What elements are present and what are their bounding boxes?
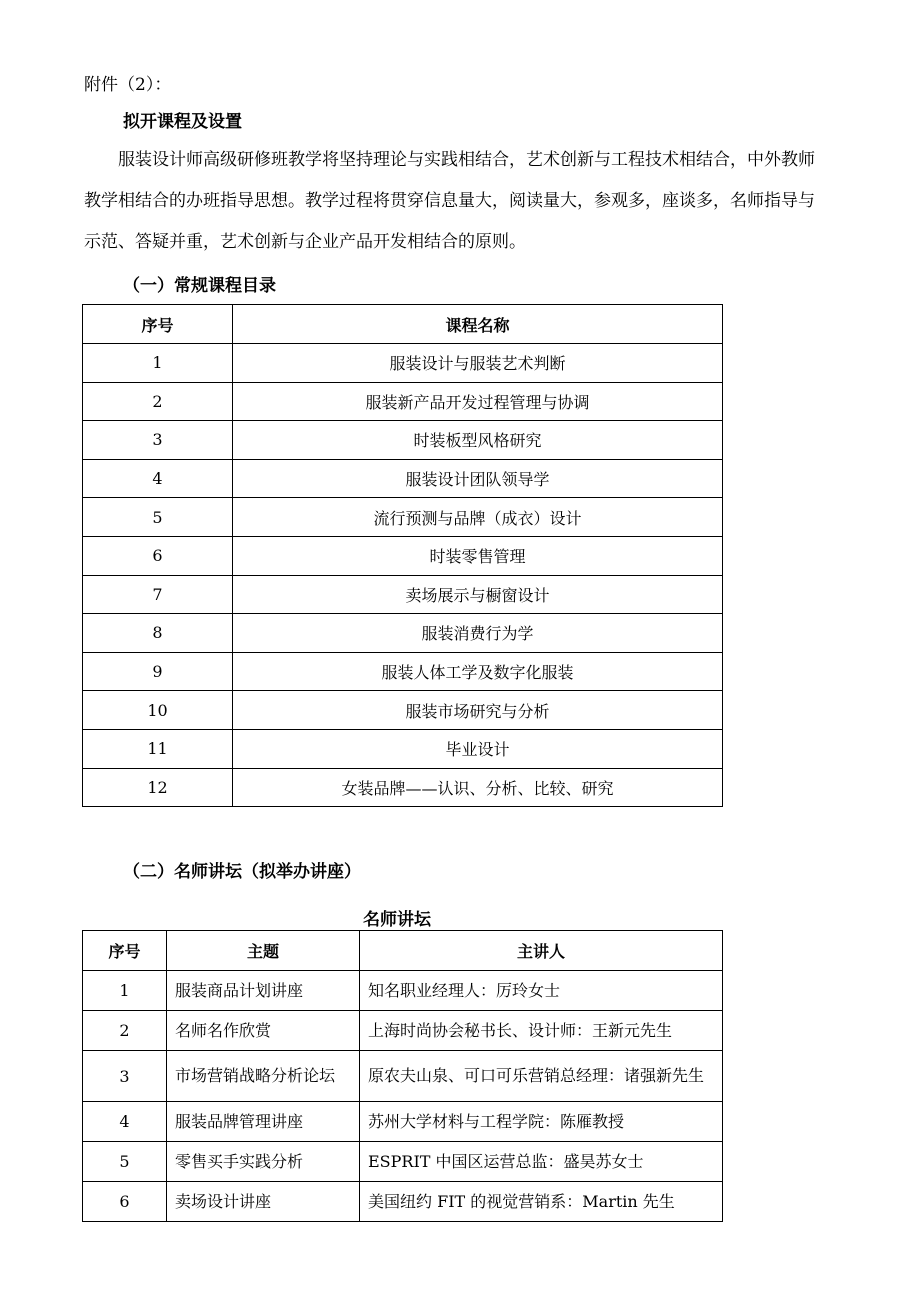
- cell-topic: 服装品牌管理讲座: [167, 1102, 360, 1142]
- cell-index: 3: [83, 421, 233, 460]
- table-row: [83, 536, 723, 575]
- cell-speaker: 知名职业经理人：厉玲女士: [360, 971, 723, 1011]
- cell-course: 流行预测与品牌（成衣）设计: [233, 498, 723, 537]
- page-heading: 拟开课程及设置: [123, 112, 242, 132]
- cell-index: 8: [83, 614, 233, 653]
- cell-course: 服装人体工学及数字化服装: [233, 652, 723, 691]
- cell-speaker: 美国纽约 FIT 的视觉营销系：Martin 先生: [360, 1182, 723, 1222]
- cell-speaker: ESPRIT 中国区运营总监：盛昊苏女士: [360, 1142, 723, 1182]
- table-row: [83, 1102, 723, 1142]
- cell-speaker: 苏州大学材料与工程学院：陈雁教授: [360, 1102, 723, 1142]
- cell-course: 服装消费行为学: [233, 614, 723, 653]
- cell-topic: 服装商品计划讲座: [167, 971, 360, 1011]
- table-row: [83, 971, 723, 1011]
- header-index: 序号: [83, 931, 167, 971]
- table-header-row: [83, 305, 723, 344]
- intro-text: 服装设计师高级研修班教学将坚持理论与实践相结合，艺术创新与工程技术相结合，中外教师教学相结合的办班指导思想。教学过程将贯穿信息量大，阅读量大，参观多，座谈多，名师指导与示范、答疑并重，艺术创新与企业产品开发相结合的原则。: [84, 150, 815, 252]
- table-header-row: [83, 931, 723, 971]
- header-index: 序号: [83, 305, 233, 344]
- table-row: [83, 575, 723, 614]
- intro-paragraph: [84, 140, 819, 263]
- table-row: [83, 652, 723, 691]
- table-row: [83, 1142, 723, 1182]
- section-1-title: （一）常规课程目录: [123, 276, 276, 296]
- cell-index: 4: [83, 459, 233, 498]
- table-row: [83, 382, 723, 421]
- cell-index: 10: [83, 691, 233, 730]
- cell-index: 2: [83, 1011, 167, 1051]
- table-row: [83, 1011, 723, 1051]
- table-row: [83, 344, 723, 383]
- cell-course: 时装零售管理: [233, 536, 723, 575]
- cell-index: 3: [83, 1051, 167, 1102]
- cell-topic: 市场营销战略分析论坛: [167, 1051, 360, 1102]
- cell-index: 2: [83, 382, 233, 421]
- table-row: [83, 691, 723, 730]
- cell-index: 5: [83, 498, 233, 537]
- cell-course: 服装新产品开发过程管理与协调: [233, 382, 723, 421]
- table-row: [83, 1051, 723, 1102]
- cell-course: 女装品牌——认识、分析、比较、研究: [233, 768, 723, 807]
- cell-speaker: 原农夫山泉、可口可乐营销总经理：诸强新先生: [360, 1051, 723, 1102]
- table-row: [83, 768, 723, 807]
- course-catalog-table: [82, 304, 723, 807]
- cell-topic: 名师名作欣赏: [167, 1011, 360, 1051]
- cell-index: 1: [83, 344, 233, 383]
- table-caption: 名师讲坛: [363, 910, 431, 930]
- cell-speaker: 上海时尚协会秘书长、设计师：王新元先生: [360, 1011, 723, 1051]
- header-topic: 主题: [167, 931, 360, 971]
- cell-topic: 零售买手实践分析: [167, 1142, 360, 1182]
- cell-index: 9: [83, 652, 233, 691]
- cell-index: 1: [83, 971, 167, 1011]
- table-row: [83, 459, 723, 498]
- cell-index: 6: [83, 1182, 167, 1222]
- cell-topic: 卖场设计讲座: [167, 1182, 360, 1222]
- cell-index: 12: [83, 768, 233, 807]
- table-row: [83, 1182, 723, 1222]
- cell-course: 毕业设计: [233, 729, 723, 768]
- cell-course: 时装板型风格研究: [233, 421, 723, 460]
- cell-course: 服装设计团队领导学: [233, 459, 723, 498]
- header-speaker: 主讲人: [360, 931, 723, 971]
- table-row: [83, 614, 723, 653]
- cell-course: 服装市场研究与分析: [233, 691, 723, 730]
- table-row: [83, 421, 723, 460]
- cell-index: 7: [83, 575, 233, 614]
- lecture-table: [82, 930, 723, 1222]
- header-course-name: 课程名称: [233, 305, 723, 344]
- table-row: [83, 498, 723, 537]
- attachment-label: 附件（2）：: [84, 75, 172, 95]
- table-row: [83, 729, 723, 768]
- section-2-title: （二）名师讲坛（拟举办讲座）: [123, 862, 361, 882]
- cell-course: 服装设计与服装艺术判断: [233, 344, 723, 383]
- cell-index: 5: [83, 1142, 167, 1182]
- cell-index: 6: [83, 536, 233, 575]
- cell-index: 11: [83, 729, 233, 768]
- cell-index: 4: [83, 1102, 167, 1142]
- cell-course: 卖场展示与橱窗设计: [233, 575, 723, 614]
